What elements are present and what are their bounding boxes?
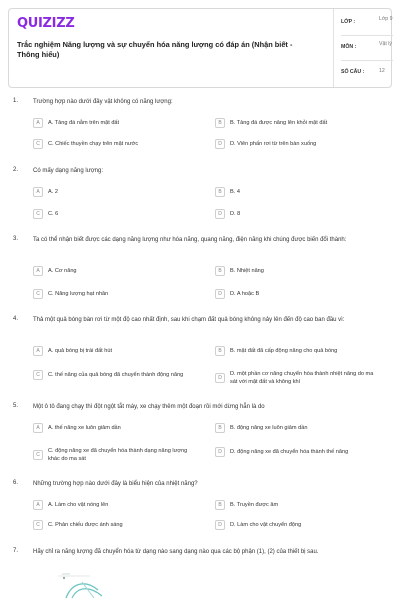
option-text: B. động năng xe luôn giảm dần bbox=[230, 424, 308, 431]
option-d[interactable] bbox=[215, 447, 380, 457]
option-c[interactable] bbox=[33, 139, 198, 149]
quizizz-logo: QUIZIZZ bbox=[17, 16, 75, 31]
option-b[interactable] bbox=[215, 266, 380, 276]
option-d[interactable] bbox=[215, 139, 380, 149]
option-b[interactable] bbox=[215, 423, 380, 433]
header-divider bbox=[333, 9, 334, 87]
option-letter-box: D bbox=[215, 209, 225, 219]
question-number: 4. bbox=[13, 316, 19, 322]
option-letter-box: A bbox=[33, 500, 43, 510]
option-letter-box: B bbox=[215, 187, 225, 197]
option-d[interactable] bbox=[215, 289, 380, 299]
option-text: D. động năng xe đã chuyển hóa thành thế năng bbox=[230, 448, 349, 455]
option-d[interactable] bbox=[215, 520, 380, 530]
option-b[interactable] bbox=[215, 118, 380, 128]
count-label: SỐ CÂU : bbox=[341, 69, 365, 75]
question-text: Một ô tô đang chạy thì đột ngột tắt máy, xe chạy thêm một đoạn rồi mới dừng hẳn là do bbox=[33, 404, 265, 410]
question-number: 1. bbox=[13, 98, 19, 104]
option-letter-box: B bbox=[215, 500, 225, 510]
option-letter-box: B bbox=[215, 346, 225, 356]
option-text: A. Làm cho vật nóng lên bbox=[48, 501, 109, 508]
option-letter-box: A bbox=[33, 266, 43, 276]
meta-divider bbox=[341, 60, 393, 61]
question-text: Ta có thể nhận biết được các dạng năng lượng như hóa năng, quang năng, điện năng khi chúng được biến đổi thành: bbox=[33, 237, 347, 243]
option-a[interactable] bbox=[33, 118, 198, 128]
option-text: A. thế năng xe luôn giảm dần bbox=[48, 424, 121, 431]
worksheet-title: Trắc nghiệm Năng lượng và sự chuyển hóa năng lượng có đáp án (Nhận biết - Thông hiểu) bbox=[17, 40, 293, 59]
option-a[interactable] bbox=[33, 187, 198, 197]
option-text: B. Tảng đá được nâng lên khỏi mặt đất bbox=[230, 119, 328, 126]
count-value: 12 bbox=[379, 68, 385, 74]
option-text: D. A hoặc B bbox=[230, 290, 260, 297]
option-text: D. Viên phấn rơi từ trên bàn xuống bbox=[230, 140, 317, 147]
class-value: Lớp 9 bbox=[379, 16, 393, 22]
option-text: C. 6 bbox=[48, 210, 59, 217]
question-number: 5. bbox=[13, 403, 19, 409]
option-b[interactable] bbox=[215, 500, 380, 510]
option-text: A. 2 bbox=[48, 188, 58, 195]
option-letter-box: C bbox=[33, 520, 43, 530]
option-c[interactable] bbox=[33, 447, 198, 463]
option-text: C. thế năng của quả bóng đã chuyển thành động năng bbox=[48, 371, 184, 378]
option-letter-box: A bbox=[33, 187, 43, 197]
option-c[interactable] bbox=[33, 370, 198, 380]
option-letter-box: D bbox=[215, 139, 225, 149]
option-letter-box: D bbox=[215, 520, 225, 530]
option-c[interactable] bbox=[33, 209, 198, 219]
option-text: D. 8 bbox=[230, 210, 241, 217]
option-text: C. Phản chiếu được ánh sáng bbox=[48, 521, 123, 528]
option-letter-box: D bbox=[215, 447, 225, 457]
option-text: D. Làm cho vật chuyển động bbox=[230, 521, 302, 528]
option-text: B. 4 bbox=[230, 188, 240, 195]
option-letter-box: A bbox=[33, 423, 43, 433]
option-text: D. một phần cơ năng chuyển hóa thành nhiệt năng do ma sát với mặt đất và không khí bbox=[230, 371, 374, 386]
option-b[interactable] bbox=[215, 187, 380, 197]
option-a[interactable] bbox=[33, 423, 198, 433]
option-c[interactable] bbox=[33, 520, 198, 530]
class-label: LỚP : bbox=[341, 19, 356, 25]
option-letter-box: C bbox=[33, 209, 43, 219]
question-number: 6. bbox=[13, 480, 19, 486]
option-letter-box: B bbox=[215, 118, 225, 128]
meta-divider bbox=[341, 35, 393, 36]
option-a[interactable] bbox=[33, 500, 198, 510]
option-text: B. Nhiệt năng bbox=[230, 267, 264, 274]
option-letter-box: A bbox=[33, 118, 43, 128]
option-letter-box: A bbox=[33, 346, 43, 356]
option-text: B. Truyền được âm bbox=[230, 501, 279, 508]
question-text: Những trường hợp nào dưới đây là biểu hiện của nhiệt năng? bbox=[33, 481, 198, 487]
option-text: A. Cơ năng bbox=[48, 267, 77, 274]
question-number: 7. bbox=[13, 548, 19, 554]
question-number: 2. bbox=[13, 167, 19, 173]
question-number: 3. bbox=[13, 236, 19, 242]
option-letter-box: C bbox=[33, 289, 43, 299]
subject-value: Vật lý bbox=[379, 41, 392, 47]
option-text: A. quả bóng bị trái đất hút bbox=[48, 347, 113, 354]
option-text: B. mặt đất đã cấp động năng cho quả bóng bbox=[230, 347, 338, 354]
option-letter-box: C bbox=[33, 370, 43, 380]
question-text: Có mấy dạng năng lượng: bbox=[33, 168, 103, 174]
option-letter-box: C bbox=[33, 139, 43, 149]
option-letter-box: B bbox=[215, 266, 225, 276]
question-text: Hãy chỉ ra năng lượng đã chuyển hóa từ dạng nào sang dạng nào qua các bộ phận (1), (2) của thiết bị sau. bbox=[33, 549, 319, 555]
option-text: C. Chiếc thuyền chạy trên mặt nước bbox=[48, 140, 139, 147]
subject-label: MÔN : bbox=[341, 44, 357, 50]
option-text: C. động năng xe đã chuyển hóa thành dạng năng lượng khác do ma sát bbox=[48, 448, 188, 463]
option-text: A. Tảng đá nằm trên mặt đất bbox=[48, 119, 120, 126]
worksheet-header bbox=[8, 8, 392, 88]
option-d[interactable] bbox=[215, 209, 380, 219]
option-d[interactable] bbox=[215, 370, 380, 386]
option-letter-box: D bbox=[215, 289, 225, 299]
option-text: C. Năng lượng hạt nhân bbox=[48, 290, 109, 297]
question-text: Trường hợp nào dưới đây vật không có năng lượng: bbox=[33, 99, 173, 105]
option-a[interactable] bbox=[33, 266, 198, 276]
device-illustration bbox=[52, 568, 112, 600]
option-b[interactable] bbox=[215, 346, 380, 356]
option-a[interactable] bbox=[33, 346, 198, 356]
option-letter-box: D bbox=[215, 373, 225, 383]
option-letter-box: B bbox=[215, 423, 225, 433]
option-c[interactable] bbox=[33, 289, 198, 299]
question-text: Thả một quả bóng bàn rơi từ một độ cao nhất định, sau khi chạm đất quả bóng không nảy lên đến độ cao ban đầu vì: bbox=[33, 317, 345, 323]
option-letter-box: C bbox=[33, 450, 43, 460]
